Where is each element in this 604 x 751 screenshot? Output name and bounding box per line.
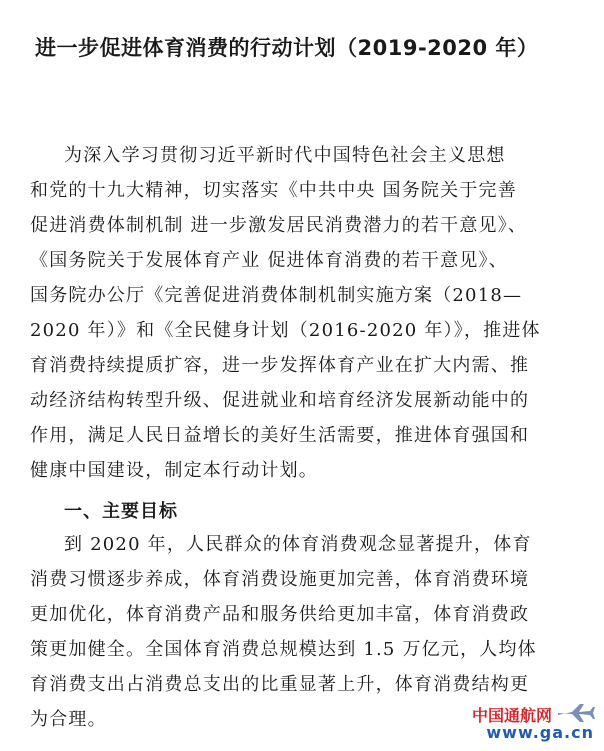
intro-line: 国务院办公厅《完善促进消费体制机制实施方案（2018—	[30, 285, 523, 306]
intro-line: 2020 年）》和《全民健身计划（2016-2020 年）》，推进体	[30, 320, 541, 341]
intro-line: 作用，满足人民日益增长的美好生活需要，推进体育强国和	[30, 425, 530, 446]
airplane-icon	[556, 701, 596, 725]
section-line: 策更加健全。全国体育消费总规模达到 1.5 万亿元，人均体	[30, 639, 537, 660]
intro-line: 促进消费体制机制 进一步激发居民消费潜力的若干意见》、	[30, 215, 528, 236]
section-line: 为合理。	[30, 709, 107, 730]
intro-line: 和党的十九大精神，切实落实《中共中央 国务院关于完善	[30, 180, 517, 201]
document-title: 进一步促进体育消费的行动计划（2019-2020 年）	[35, 36, 539, 60]
section-line: 更加优化，体育消费产品和服务供给更加丰富，体育消费政	[30, 604, 530, 625]
intro-line: 健康中国建设，制定本行动计划。	[30, 460, 318, 481]
section-line: 育消费支出占消费总支出的比重显著上升，体育消费结构更	[30, 674, 530, 695]
watermark-url: www.ga.cn	[486, 723, 594, 742]
intro-line: 《国务院关于发展体育产业 促进体育消费的若干意见》、	[30, 250, 508, 271]
section-line: 到 2020 年，人民群众的体育消费观念显著提升，体育	[64, 534, 532, 555]
site-watermark	[446, 701, 596, 743]
watermark-site-name: 中国通航网	[471, 706, 552, 725]
intro-line: 动经济结构转型升级、促进就业和培育经济发展新动能中的	[30, 390, 530, 411]
section-heading: 一、主要目标	[64, 501, 178, 522]
intro-line: 育消费持续提质扩容，进一步发挥体育产业在扩大内需、推	[30, 355, 530, 376]
intro-line: 为深入学习贯彻习近平新时代中国特色社会主义思想	[64, 145, 506, 166]
section-line: 消费习惯逐步养成，体育消费设施更加完善，体育消费环境	[30, 569, 530, 590]
